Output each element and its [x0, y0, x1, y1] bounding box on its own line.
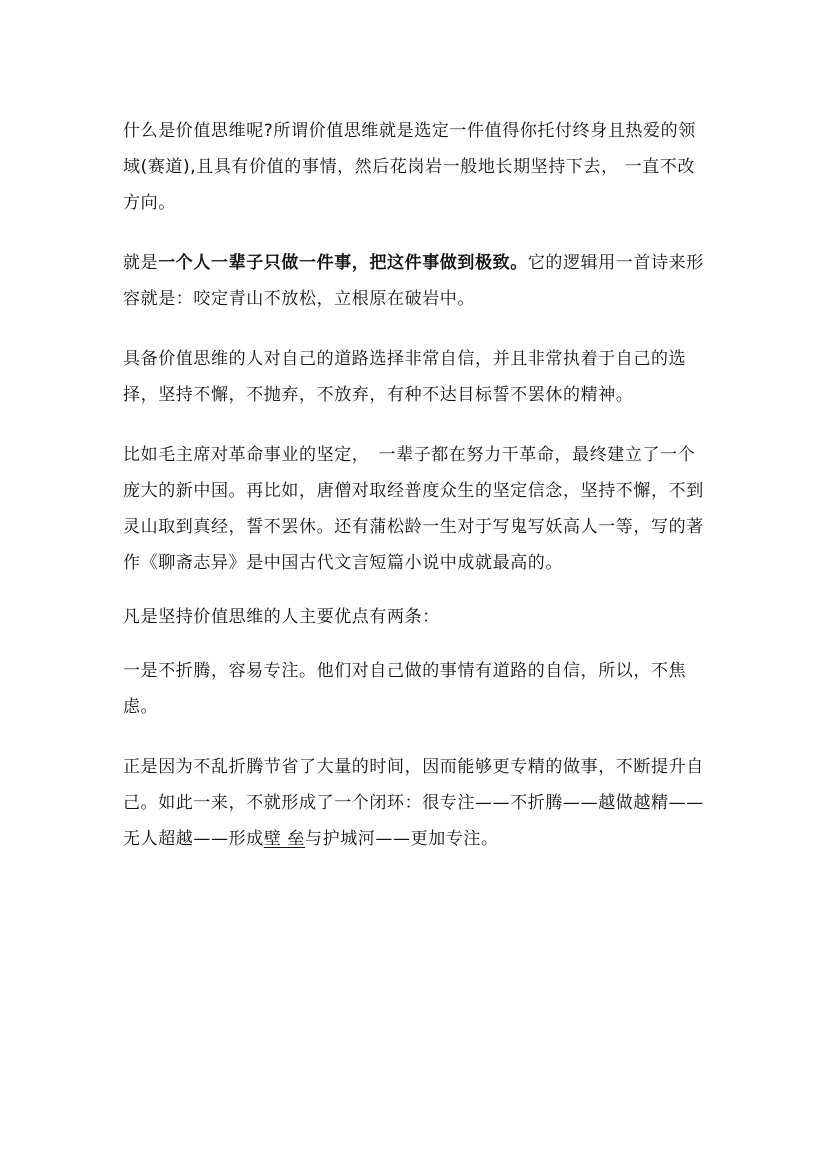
paragraph-definition [123, 113, 708, 221]
paragraph-text: 具备价值思维的人对自己的道路选择非常自信，并且非常执着于自己的选择，坚持不懈，不抛弃，不放弃，有种不达目标誓不罢休的精神。 [123, 349, 687, 405]
paragraph-suffix: 它的逻辑用一首诗来形容就是：咬定青山不放松，立根原在破岩中。 [123, 253, 704, 309]
paragraph-text: 比如毛主席对革命事业的坚定， 一辈子都在努力干革命，最终建立了一个庞大的新中国。再比如，唐僧对取经普度众生的坚定信念，坚持不懈，不到灵山取到真经，誓不罢休。还有蒲松龄一生对于写鬼写妖高人一等，写的著作《聊斋志异》是中国古代文言短篇小说中成就最高的。 [123, 445, 704, 573]
paragraph-confidence [123, 341, 708, 413]
paragraph-text: 凡是坚持价值思维的人主要优点有两条： [123, 607, 440, 627]
paragraph-closed-loop [123, 749, 708, 857]
paragraph-text: 一是不折腾，容易专注。他们对自己做的事情有道路的自信，所以，不焦虑。 [123, 661, 687, 717]
paragraph-prefix: 就是 [123, 253, 159, 273]
paragraph-advantage-one [123, 653, 708, 725]
paragraph-advantages-intro [123, 599, 708, 635]
paragraph-essence [123, 245, 708, 317]
emphasis-text: 一个人一辈子只做一件事，把这件事做到极致。 [158, 253, 528, 273]
paragraph-suffix: 与护城河——更加专注。 [305, 829, 499, 849]
article-body [123, 113, 708, 881]
paragraph-examples [123, 437, 708, 581]
underlined-text: 壁 垒 [263, 829, 306, 849]
paragraph-text: 什么是价值思维呢?所谓价值思维就是选定一件值得你托付终身且热爱的领域(赛道),且具有价值的事情，然后花岗岩一般地长期坚持下去， 一直不改方向。 [123, 121, 696, 213]
paragraph-prefix: 正是因为不乱折腾节省了大量的时间，因而能够更专精的做事，不断提升自己。如此一来，不就形成了一个闭环：很专注——不折腾——越做越精——无人超越——形成 [123, 757, 704, 849]
